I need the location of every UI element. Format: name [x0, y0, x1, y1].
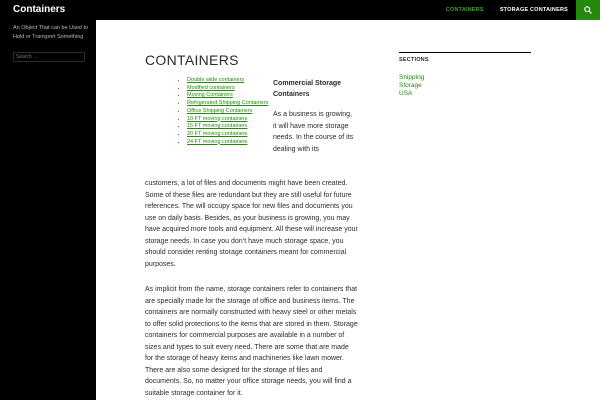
intro-paragraph-start: As a business is growing, it will have more storage needs. In the course of its dealing with its [273, 111, 354, 153]
nav-item-containers[interactable]: CONTAINERS [445, 7, 484, 13]
sections-list [399, 74, 531, 98]
search-input[interactable] [13, 52, 85, 62]
main-content [96, 20, 600, 400]
site-title[interactable]: Containers [13, 4, 66, 15]
body-paragraph: As implicit from the name, storage containers refer to containers that are specially made for the storage of office and business items. The containers are normally constructed with heavy steel or other metals to offer solid protections to the items that are stored in them. Storage containers for commercial purposes are available in a number of sizes and types to suit every need. There are some that are made for the storage of heavy items and machineries like lawn mower. There are also some designed for the storage of files and documents. So, no matter your office storage needs, you will find a suitable storage container for it. [145, 286, 358, 397]
list-item [399, 90, 531, 98]
list-item [187, 100, 268, 108]
list-item [187, 77, 268, 85]
page-title: CONTAINERS [145, 52, 239, 68]
primary-nav [438, 0, 600, 20]
list-item [187, 108, 268, 116]
intro-paragraph-rest: customers, a lot of files and documents might have been created. Some of these files are redundant but they are still useful for future references. The will occupy space for new files and documents you use on daily basis. Besides, as your business is growing, you may have acquired more tools and equipment. All these will increase your storage needs. In case you don’t have much storage space, you should consider renting storage containers meant for commercial purposes. [145, 180, 358, 268]
list-item [187, 116, 268, 124]
section-link-storage[interactable]: Storage [399, 82, 422, 89]
list-item [187, 139, 268, 147]
sections-widget [399, 52, 531, 98]
section-link-usa[interactable]: USA [399, 90, 413, 97]
link-refrigerated-shipping-containers[interactable]: Refrigerated Shipping Containers [187, 100, 269, 107]
list-item [187, 92, 268, 100]
left-sidebar [0, 20, 96, 400]
link-20ft-moving-containers[interactable]: 20 FT moving containers [187, 130, 248, 137]
link-24ft-moving-containers[interactable]: 24 FT moving containers [187, 138, 248, 145]
list-item [187, 85, 268, 93]
list-item [399, 82, 531, 90]
link-modified-containers[interactable]: Modified containers [187, 84, 235, 91]
list-item [399, 74, 531, 82]
link-15ft-moving-containers[interactable]: 15 FT moving containers [187, 123, 248, 130]
section-subheading: Commercial Storage Containers [273, 80, 342, 98]
site-header [0, 0, 600, 20]
site-description: An Object That can be Used to Hold or Transport Something [13, 24, 89, 40]
search-icon [584, 6, 592, 14]
container-links-list [178, 77, 268, 146]
widget-title: SECTIONS [399, 52, 531, 66]
link-moving-containers[interactable]: Moving Containers [187, 92, 233, 99]
nav-item-storage-containers[interactable]: STORAGE CONTAINERS [499, 7, 568, 13]
list-item [187, 123, 268, 131]
link-double-wide-containers[interactable]: Double wide containers [187, 77, 245, 83]
link-office-shipping-containers[interactable]: Office Shipping Containers [187, 107, 253, 114]
section-link-shipping[interactable]: Shipping [399, 74, 425, 81]
link-10ft-moving-containers[interactable]: 10 FT moving containers [187, 115, 248, 122]
list-item [187, 131, 268, 139]
search-toggle-button[interactable] [576, 0, 600, 20]
